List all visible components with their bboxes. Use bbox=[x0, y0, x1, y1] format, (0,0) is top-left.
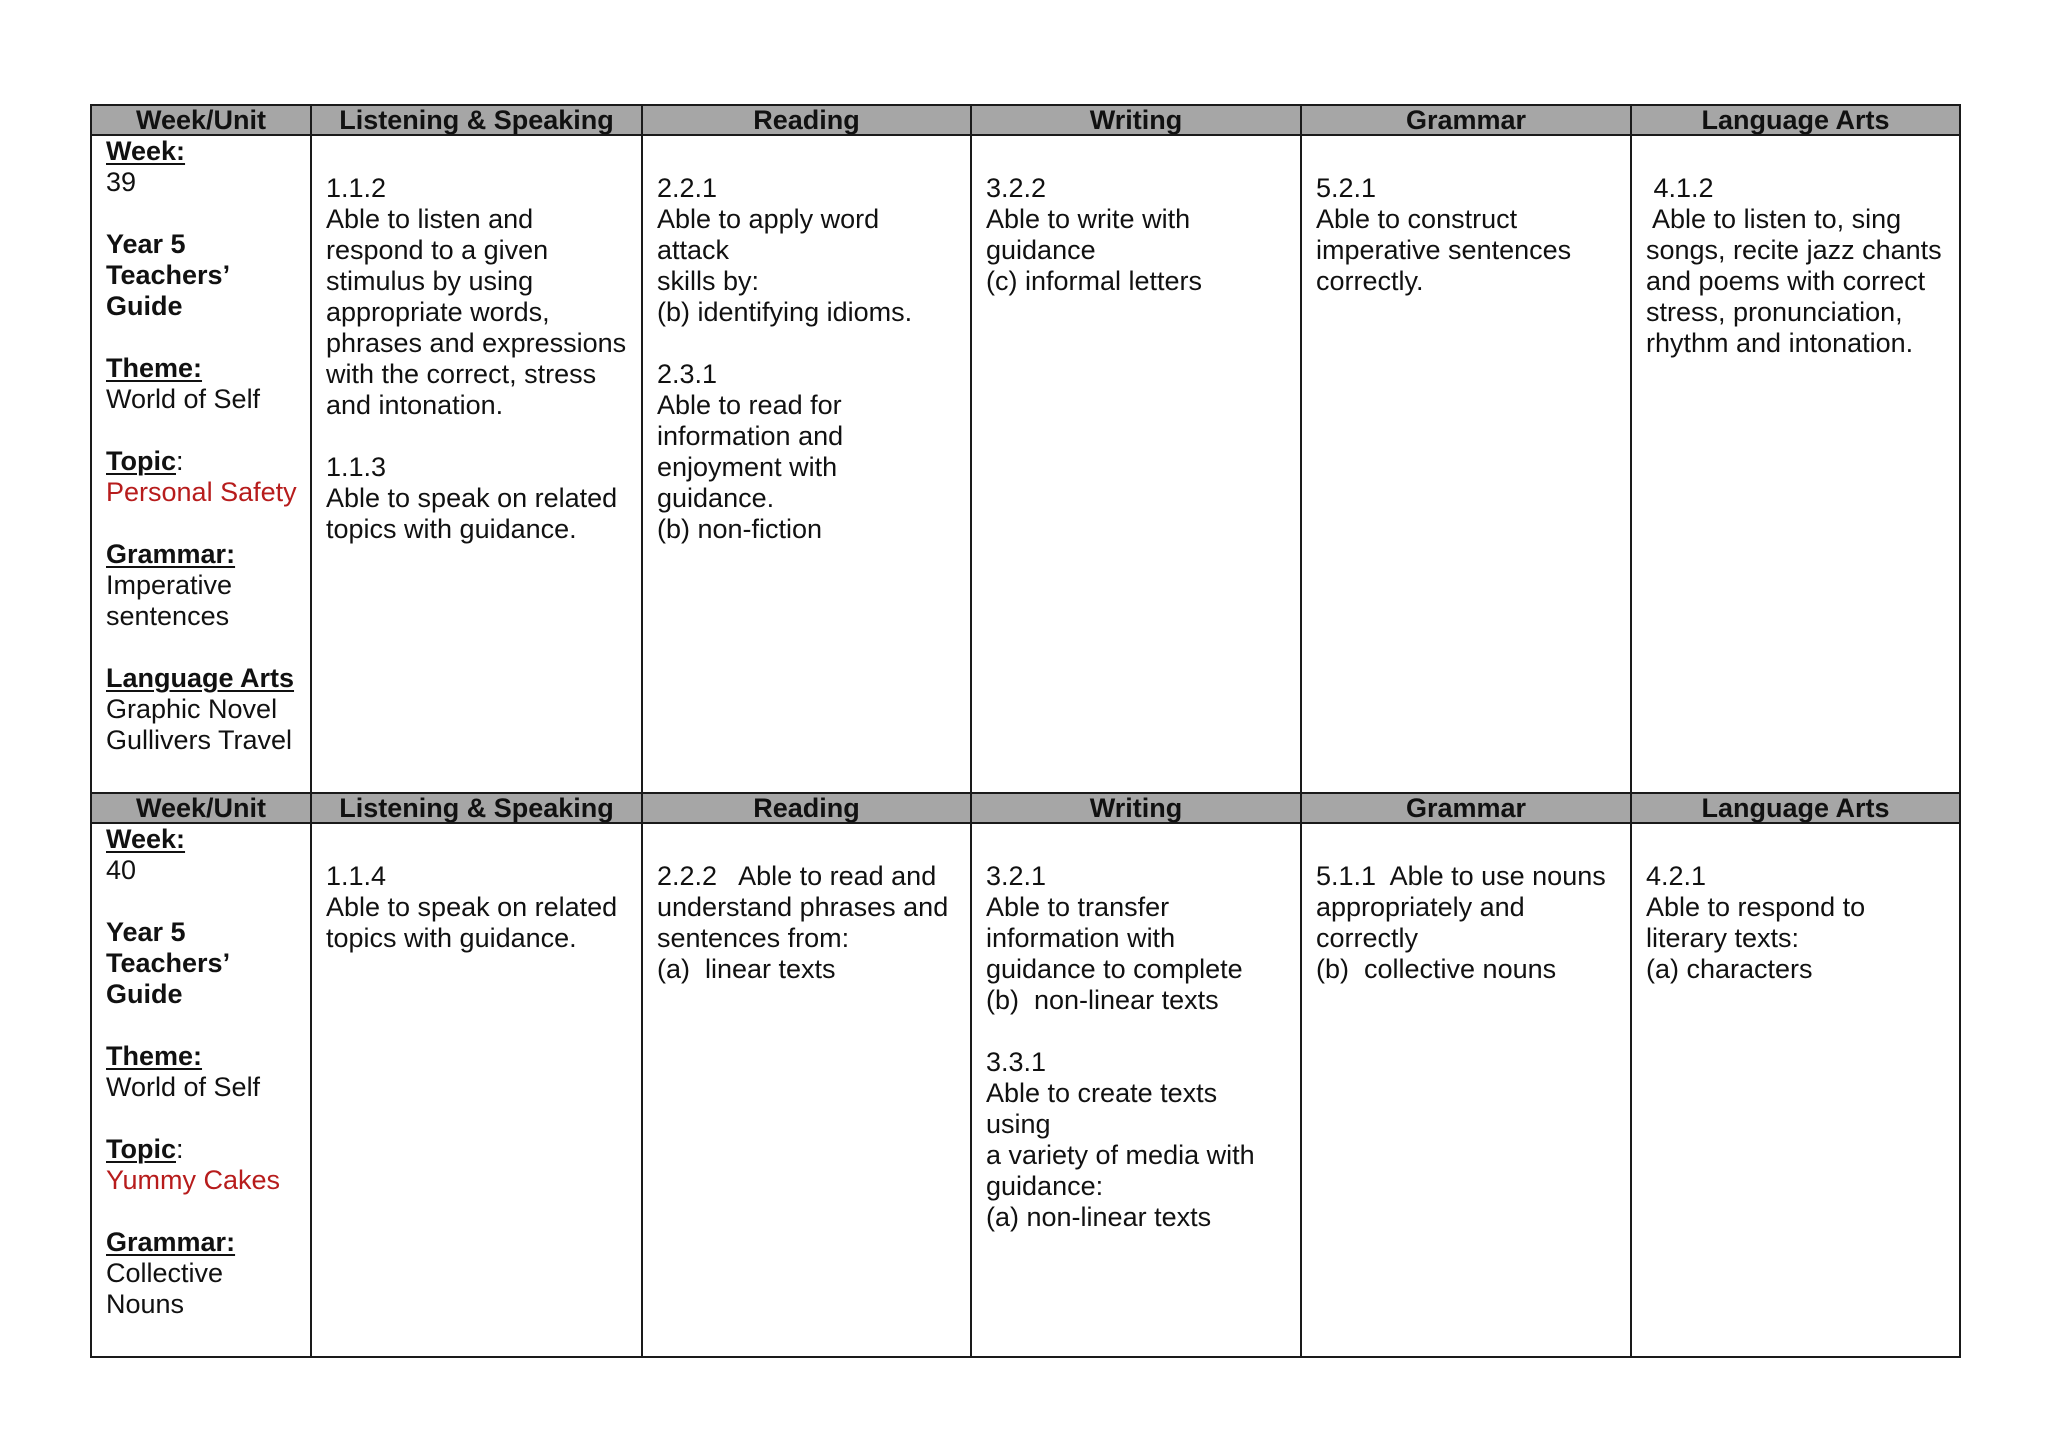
standard-text: appropriately and bbox=[1316, 892, 1525, 922]
standard-text: guidance: bbox=[986, 1171, 1104, 1201]
grammar-value: Imperative bbox=[106, 570, 233, 600]
standard-text: Able to respond to bbox=[1646, 892, 1866, 922]
standard-text: stress, pronunciation, bbox=[1646, 297, 1903, 327]
standard-text: stimulus by using bbox=[326, 266, 534, 296]
topic-label: Topic bbox=[106, 446, 176, 476]
week-row bbox=[91, 823, 1960, 1357]
standard-text: (a) linear texts bbox=[657, 954, 836, 984]
standard-text: (b) collective nouns bbox=[1316, 954, 1557, 984]
standard-code: 2.3.1 bbox=[657, 359, 718, 389]
standard-code: 1.1.4 bbox=[326, 861, 387, 891]
writing-cell bbox=[971, 135, 1301, 793]
header-reading: Reading bbox=[642, 793, 971, 823]
guide-line: Year 5 bbox=[106, 229, 186, 259]
standard-text: (a) characters bbox=[1646, 954, 1813, 984]
standard-text: topics with guidance. bbox=[326, 514, 577, 544]
standard-text: literary texts: bbox=[1646, 923, 1800, 953]
standard-text: information with bbox=[986, 923, 1176, 953]
standard-text: guidance. bbox=[657, 483, 775, 513]
standard-text: 2.2.2 Able to read and bbox=[657, 861, 937, 891]
guide-line: Guide bbox=[106, 291, 183, 321]
standard-text: (c) informal letters bbox=[986, 266, 1203, 296]
grammar-value: Nouns bbox=[106, 1289, 185, 1319]
grammar-value: Collective bbox=[106, 1258, 224, 1288]
topic-label: Topic bbox=[106, 1134, 176, 1164]
header-writing: Writing bbox=[971, 105, 1301, 135]
standard-text: guidance to complete bbox=[986, 954, 1243, 984]
topic-colon: : bbox=[176, 1134, 184, 1164]
header-row bbox=[91, 105, 1960, 135]
standard-text: respond to a given bbox=[326, 235, 549, 265]
header-week-unit: Week/Unit bbox=[91, 105, 311, 135]
standard-text: correctly. bbox=[1316, 266, 1424, 296]
standard-text: topics with guidance. bbox=[326, 923, 577, 953]
header-language-arts: Language Arts bbox=[1631, 793, 1960, 823]
header-writing: Writing bbox=[971, 793, 1301, 823]
standard-text: appropriate words, bbox=[326, 297, 550, 327]
header-week-unit: Week/Unit bbox=[91, 793, 311, 823]
header-listening-speaking: Listening & Speaking bbox=[311, 793, 642, 823]
standard-text: Able to transfer bbox=[986, 892, 1170, 922]
week-row bbox=[91, 135, 1960, 793]
standard-text: songs, recite jazz chants bbox=[1646, 235, 1942, 265]
guide-line: Teachers’ bbox=[106, 948, 231, 978]
week-unit-cell bbox=[91, 823, 311, 1357]
language-arts-label: Language Arts bbox=[106, 663, 295, 693]
standard-code: 4.1.2 bbox=[1646, 173, 1714, 203]
language-arts-cell bbox=[1631, 135, 1960, 793]
standard-text: and intonation. bbox=[326, 390, 504, 420]
standard-text: sentences from: bbox=[657, 923, 850, 953]
theme-label: Theme: bbox=[106, 1041, 203, 1071]
standard-text: Able to construct bbox=[1316, 204, 1518, 234]
language-arts-value: Gullivers Travel bbox=[106, 725, 293, 755]
theme-label: Theme: bbox=[106, 353, 203, 383]
standard-text: skills by: bbox=[657, 266, 760, 296]
standard-code: 1.1.2 bbox=[326, 173, 387, 203]
grammar-cell bbox=[1301, 135, 1631, 793]
standard-text: (b) identifying idioms. bbox=[657, 297, 913, 327]
header-listening-speaking: Listening & Speaking bbox=[311, 105, 642, 135]
theme-value: World of Self bbox=[106, 1072, 261, 1102]
standard-text: Able to listen and bbox=[326, 204, 534, 234]
standard-text: rhythm and intonation. bbox=[1646, 328, 1914, 358]
lesson-plan-table bbox=[90, 104, 1961, 1358]
standard-text: and poems with correct bbox=[1646, 266, 1926, 296]
header-language-arts: Language Arts bbox=[1631, 105, 1960, 135]
standard-code: 3.2.2 bbox=[986, 173, 1047, 203]
standard-text: Able to apply word attack bbox=[657, 204, 880, 265]
language-arts-cell bbox=[1631, 823, 1960, 1357]
grammar-cell bbox=[1301, 823, 1631, 1357]
topic-value: Yummy Cakes bbox=[106, 1165, 281, 1195]
standard-text: 5.1.1 Able to use nouns bbox=[1316, 861, 1606, 891]
reading-cell bbox=[642, 823, 971, 1357]
standard-text: information and bbox=[657, 421, 844, 451]
standard-text: understand phrases and bbox=[657, 892, 949, 922]
standard-text: Able to speak on related bbox=[326, 892, 618, 922]
listening-speaking-cell bbox=[311, 823, 642, 1357]
topic-value: Personal Safety bbox=[106, 477, 297, 507]
reading-cell bbox=[642, 135, 971, 793]
standard-text: (b) non-fiction bbox=[657, 514, 823, 544]
standard-code: 5.2.1 bbox=[1316, 173, 1377, 203]
header-row bbox=[91, 793, 1960, 823]
standard-code: 2.2.1 bbox=[657, 173, 718, 203]
week-unit-cell bbox=[91, 135, 311, 793]
standard-text: (b) non-linear texts bbox=[986, 985, 1219, 1015]
standard-text: with the correct, stress bbox=[326, 359, 597, 389]
guide-line: Year 5 bbox=[106, 917, 186, 947]
grammar-label: Grammar: bbox=[106, 1227, 236, 1257]
standard-text: imperative sentences bbox=[1316, 235, 1572, 265]
standard-text: Able to write with bbox=[986, 204, 1191, 234]
week-label: Week: bbox=[106, 136, 186, 166]
standard-text: phrases and expressions bbox=[326, 328, 627, 358]
header-grammar: Grammar bbox=[1301, 793, 1631, 823]
standard-text: a variety of media with bbox=[986, 1140, 1255, 1170]
standard-text: Able to create texts using bbox=[986, 1078, 1218, 1139]
guide-line: Guide bbox=[106, 979, 183, 1009]
theme-value: World of Self bbox=[106, 384, 261, 414]
standard-text: (a) non-linear texts bbox=[986, 1202, 1212, 1232]
standard-text: Able to speak on related bbox=[326, 483, 618, 513]
listening-speaking-cell bbox=[311, 135, 642, 793]
grammar-value: sentences bbox=[106, 601, 230, 631]
header-grammar: Grammar bbox=[1301, 105, 1631, 135]
language-arts-value: Graphic Novel bbox=[106, 694, 278, 724]
standard-text: enjoyment with bbox=[657, 452, 838, 482]
grammar-label: Grammar: bbox=[106, 539, 236, 569]
standard-code: 4.2.1 bbox=[1646, 861, 1707, 891]
standard-code: 3.3.1 bbox=[986, 1047, 1047, 1077]
standard-code: 1.1.3 bbox=[326, 452, 387, 482]
standard-text: Able to read for bbox=[657, 390, 842, 420]
guide-line: Teachers’ bbox=[106, 260, 231, 290]
week-label: Week: bbox=[106, 824, 186, 854]
writing-cell bbox=[971, 823, 1301, 1357]
header-reading: Reading bbox=[642, 105, 971, 135]
topic-colon: : bbox=[176, 446, 184, 476]
week-number: 40 bbox=[106, 855, 137, 885]
standard-code: 3.2.1 bbox=[986, 861, 1047, 891]
standard-text: guidance bbox=[986, 235, 1096, 265]
week-number: 39 bbox=[106, 167, 137, 197]
standard-text: correctly bbox=[1316, 923, 1419, 953]
standard-text: Able to listen to, sing bbox=[1646, 204, 1902, 234]
